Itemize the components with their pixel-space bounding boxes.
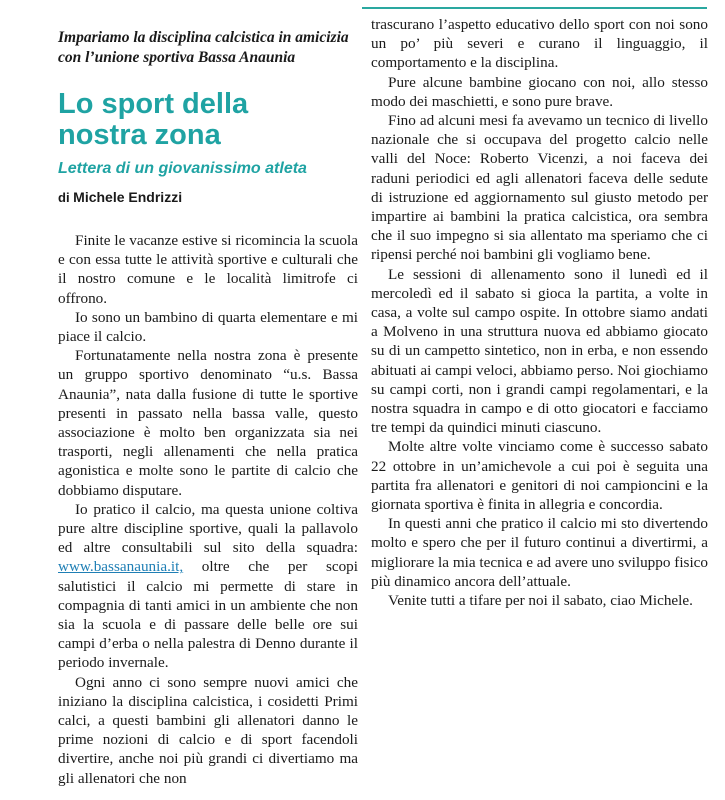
- paragraph-text: Io pratico il calcio, ma questa unione coltiva pure altre discipline sportive, quali la pallavolo ed altre consultabili sul sito della squadra:: [58, 500, 358, 557]
- right-body: [371, 15, 708, 610]
- article-title: [58, 89, 358, 151]
- paragraph-text: oltre che per scopi salutistici il calcio mi permette di stare in compagnia di tanti amici in un ambiente che non sia la scuola e di passare delle belle ore sui campi d’erba o nella palestra di Denno durante il periodo invernale.: [58, 558, 358, 672]
- byline: [58, 189, 358, 205]
- title-line-2: nostra zona: [58, 119, 221, 151]
- left-column: [58, 0, 358, 788]
- paragraph: Finite le vacanze estive si ricomincia la scuola e con essa tutte le attività sportive e culturali che il nostro comune e le località limitrofe ci offrono.: [58, 232, 358, 307]
- paragraph: Venite tutti a tifare per noi il sabato, ciao Michele.: [388, 592, 693, 610]
- paragraph: Fino ad alcuni mesi fa avevamo un tecnico di livello nazionale che si occupava del progetto calcio nelle valli del Noce: Roberto Vicenzi, a noi faceva dei raduni periodici ed agli allenatori faceva delle sedute di istruzione ed aggiornamento sul giusto metodo per impartire ai bambini la pratica calcistica, ora sembra che il suo impegno si sia allentato ma speriamo che ci ripensi perché noi bambini gli vogliamo bene.: [371, 112, 708, 264]
- article-intro: Impariamo la disciplina calcistica in amicizia con l’unione sportiva Bassa Anaunia: [58, 29, 349, 66]
- byline-prefix: di: [58, 190, 74, 205]
- paragraph: Io sono un bambino di quarta elementare e mi piace il calcio.: [58, 308, 358, 346]
- article-subtitle: Lettera di un giovanissimo atleta: [58, 160, 307, 177]
- left-body: [58, 231, 358, 788]
- paragraph: Le sessioni di allenamento sono il lunedì ed il mercoledì ed il sabato si gioca la partita, a volte in casa, a volte sul campo ospite. In ottobre siamo andati a Molveno in una struttura nuova ed abbiamo giocato su di un campetto sintetico, non in erba, e non essendo abituati ai campi veloci, abbiamo perso. Noi giochiamo su campi corti, non i grandi campi regolamentari, e la nostra squadra in campo e di otto giocatori e facciamo tre tempi da quindici minuti ciascuno.: [371, 265, 708, 437]
- paragraph: trascurano l’aspetto educativo dello sport con noi sono un po’ più severi e curano il linguaggio, il comportamento e la disciplina.: [371, 16, 708, 72]
- paragraph: Molte altre volte vinciamo come è successo sabato 22 ottobre in un’amichevole a cui poi è seguita una partita fra allenatori e genitori di noi campioncini e la giornata sportiva è finita in allegria e concordia.: [371, 438, 708, 514]
- paragraph: Pure alcune bambine giocano con noi, allo stesso modo dei maschietti, e sono pure brave.: [371, 73, 708, 110]
- paragraph: Fortunatamente nella nostra zona è presente un gruppo sportivo denominato “u.s. Bassa Anaunia”, nata dalla fusione di tutte le sportive presenti in passato nella bassa valle, questo associazione è molto ben organizzata sia nei trasporti, negli allenamenti che nella pratica agonistica e molte sono le partite di calcio che dobbiamo disputare.: [58, 347, 358, 499]
- right-column: [371, 0, 708, 610]
- website-link[interactable]: www.bassanaunia.it,: [58, 558, 184, 576]
- paragraph: Ogni anno ci sono sempre nuovi amici che iniziano la disciplina calcistica, i cosidetti Primi calci, a questi bambini gli allenatori danno le prime nozioni di calcio e di sport facendoli divertire, anche noi più grandi ci divertiamo ma gli allenatori che non: [58, 673, 358, 787]
- paragraph: [58, 500, 358, 673]
- title-line-1: Lo sport della: [58, 88, 249, 120]
- author-name: Michele Endrizzi: [73, 189, 183, 205]
- paragraph: In questi anni che pratico il calcio mi sto divertendo molto e spero che per il futuro continui a divertirmi, a migliorare la mia tecnica e ad avere uno sviluppo fisico più dinamico ancora dell’attuale.: [371, 515, 708, 590]
